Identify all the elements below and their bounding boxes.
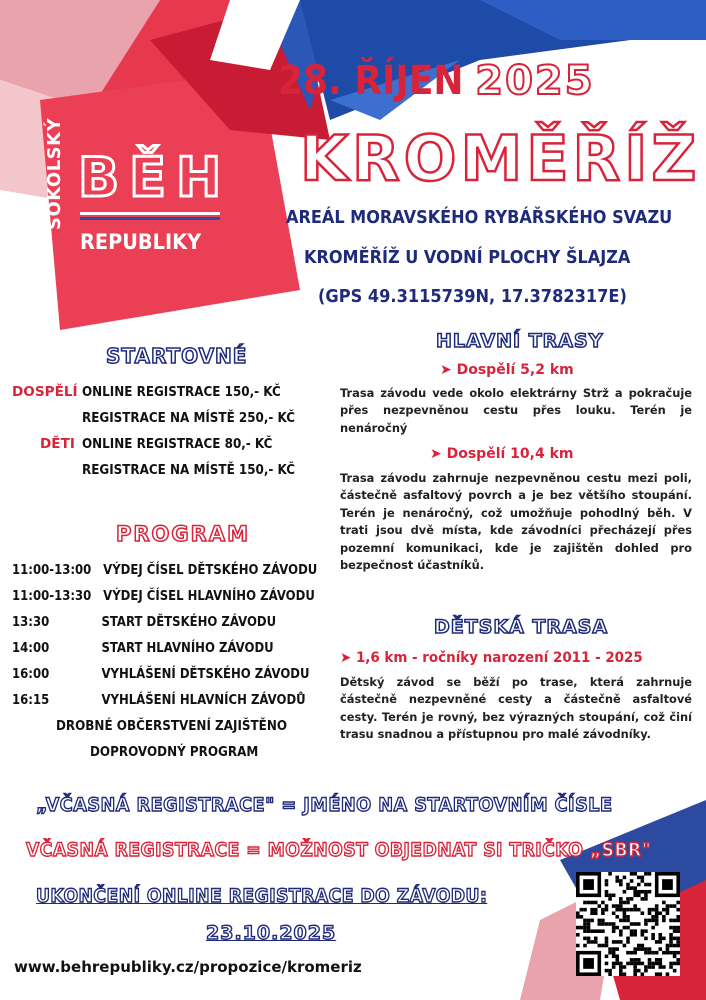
kids-route-title: ➤ 1,6 km - ročníky narození 2011 - 2025: [340, 650, 643, 666]
qr-code-image: [576, 872, 680, 976]
program-event: VÝDEJ ČÍSEL HLAVNÍHO ZÁVODU: [103, 588, 315, 604]
route-1-text: Trasa závodu vede okolo elektrárny Strž a pokračuje přes nezpevněnou cestu přes louku. Terén je nenáročný: [340, 386, 692, 435]
program-event: VÝDEJ ČÍSEL DĚTSKÉHO ZÁVODU: [103, 562, 318, 578]
route-2-text: Trasa závodu zahrnuje nezpevněnou cestu mezi poli, částečně asfaltový povrch a je bez většího stoupání. Terén je nenáročný, což umožňuje pohodlný běh. V trati jsou dvě místa, kde závodníci přecházejí přes pozemní komunikaci, kde je zajištěn dohled pro bezpečnost účastníků.: [340, 471, 692, 573]
route-2-title: ➤ Dospělí 10,4 km: [430, 446, 574, 462]
program-event: VYHLÁŠENÍ HLAVNÍCH ZÁVODŮ: [101, 692, 306, 708]
venue-line-2: KROMĚŘÍŽ U VODNÍ PLOCHY ŠLAJZA: [304, 248, 631, 268]
logo-stripe: [80, 217, 220, 220]
date-year: 2025: [475, 58, 595, 104]
date-prefix: 28. ŘÍJEN: [278, 58, 464, 104]
startovne-kids-label: DĚTI: [40, 436, 75, 452]
startovne-adults-onsite: REGISTRACE NA MÍSTĚ 250,- KČ: [82, 410, 296, 426]
banner-early-registration-name: „VČASNÁ REGISTRACE" = JMÉNO NA STARTOVNÍM ČÍSLE: [36, 794, 613, 816]
city-title: KROMĚŘÍŽ: [300, 122, 701, 195]
route-1-title: ➤ Dospělí 5,2 km: [440, 362, 574, 378]
program-event: START DĚTSKÉHO ZÁVODU: [101, 614, 277, 630]
program-time: 11:00-13:30: [12, 588, 92, 604]
startovne-heading: STARTOVNÉ: [106, 344, 248, 368]
startovne-kids-onsite: REGISTRACE NA MÍSTĚ 150,- KČ: [82, 462, 296, 478]
registration-deadline-date: 23.10.2025: [206, 922, 337, 944]
banner-registration-deadline: UKONČENÍ ONLINE REGISTRACE DO ZÁVODU:: [36, 886, 488, 907]
program-row: [12, 614, 276, 630]
qr-code[interactable]: [576, 872, 680, 976]
logo-vertical-text: SOKOLSKÝ: [44, 117, 65, 230]
logo-stripe: [80, 212, 220, 215]
program-row: [12, 692, 306, 708]
program-heading: PROGRAM: [116, 522, 250, 546]
logo-big-word: BĚH: [78, 146, 232, 209]
program-time: 14:00: [12, 640, 50, 656]
venue-line-1: AREÁL MORAVSKÉHO RYBÁŘSKÉHO SVAZU: [286, 208, 673, 228]
program-extra-refreshments: DROBNÉ OBČERSTVENÍ ZAJIŠTĚNO: [56, 718, 288, 734]
program-time: 16:00: [12, 666, 50, 682]
logo: [44, 117, 232, 268]
program-extra-accompanying: DOPROVODNÝ PROGRAM: [90, 744, 259, 760]
program-row: [12, 640, 274, 656]
program-event: VYHLÁŠENÍ DĚTSKÉHO ZÁVODU: [101, 666, 310, 682]
gps-coordinates: (GPS 49.3115739N, 17.3782317E): [318, 286, 627, 307]
program-row: [12, 562, 317, 578]
startovne-adults-label: DOSPĚLÍ: [12, 384, 78, 400]
program-time: 11:00-13:00: [12, 562, 92, 578]
kids-route-text: Dětský závod se běží po trase, která zahrnuje částečně nezpevněné cesty a částečně asfaltové cesty. Terén je rovný, bez výrazných stoupání, což činí trasu snadnou a přístupnou pro malé závodníky.: [340, 675, 692, 742]
program-event: START HLAVNÍHO ZÁVODU: [101, 640, 274, 656]
banner-early-registration-shirt: VČASNÁ REGISTRACE = MOŽNOST OBJEDNAT SI TRIČKO „SBR": [26, 840, 652, 861]
kids-route-heading: DĚTSKÁ TRASA: [434, 616, 609, 638]
website-link[interactable]: www.behrepubliky.cz/propozice/kromeriz: [14, 958, 362, 976]
program-time: 16:15: [12, 692, 50, 708]
startovne-adults-online: ONLINE REGISTRACE 150,- KČ: [82, 384, 281, 400]
program-time: 13:30: [12, 614, 50, 630]
logo-sub-word: REPUBLIKY: [80, 230, 202, 254]
startovne-kids-online: ONLINE REGISTRACE 80,- KČ: [82, 436, 273, 452]
main-routes-heading: HLAVNÍ TRASY: [436, 330, 604, 352]
program-row: [12, 588, 315, 604]
event-date: [278, 58, 595, 104]
program-row: [12, 666, 309, 682]
